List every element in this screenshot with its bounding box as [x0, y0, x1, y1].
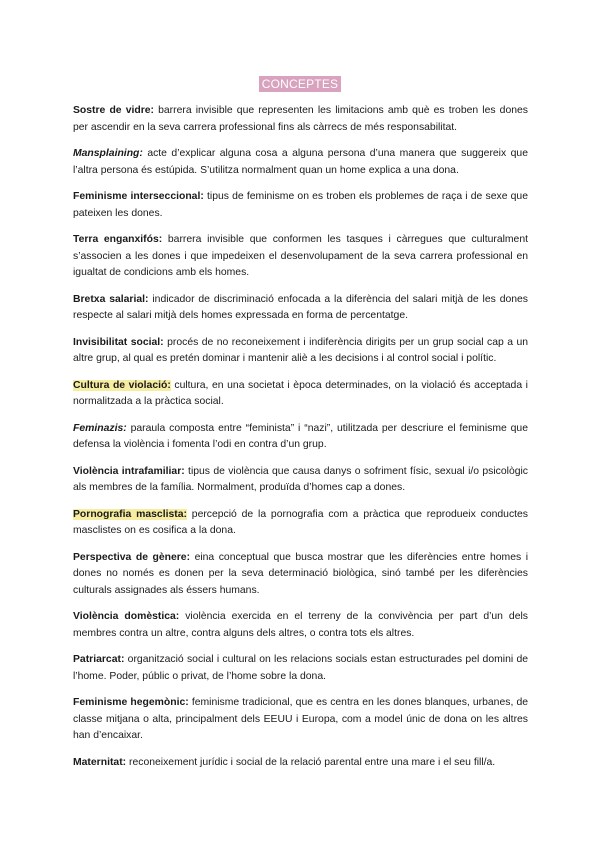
- definition-text: feminisme tradicional, que es centra en les dones blanques, urbanes, de classe mitjana o alta, principalment dels EEUU i Europa, com a model únic de dona on les altres han d’encaixar.: [73, 697, 529, 741]
- definition-text: acte d’explicar alguna cosa a alguna persona d’una manera que suggereix que l’altra persona és estúpida. S’utilitza normalment quan un home explica a una dona.: [73, 148, 528, 176]
- definition-text: indicador de discriminació enfocada a la diferència del salari mitjà de les dones respecte al salari mitjà dels homes expressada en forma de percentatge.: [73, 293, 529, 321]
- definition-term: Invisibilitat social:: [73, 336, 164, 348]
- definition-text: cultura, en una societat i època determinades, on la violació és acceptada i normalitzada a la pràctica social.: [73, 379, 528, 407]
- definition-term: Feminisme interseccional:: [73, 191, 204, 202]
- definition-bretxa-salarial: [73, 292, 528, 325]
- definition-term: Pornografia masclista:: [73, 508, 187, 520]
- definition-cultura-de-violacio: [73, 378, 528, 411]
- definition-text: paraula composta entre “feminista” i “nazi”, utilitzada per descriure el feminisme que defensa la violència i fomenta l’odi en contra d’un grup.: [73, 422, 528, 450]
- definitions-list: [73, 103, 528, 781]
- definition-invisibilitat-social: [73, 335, 528, 368]
- definition-text: tipus de feminisme on es troben els problemes de raça i de sexe que pateixen les dones.: [73, 191, 528, 219]
- definition-term: Feminisme hegemònic:: [73, 697, 189, 708]
- definition-text: procés de no reconeixement i indiferència dirigits per un grup social cap a un altre grup, al qual es pretén dominar i mantenir aliè a les decisions i al control social i polític.: [73, 336, 529, 364]
- title-wrap: [0, 75, 600, 93]
- definition-term: Cultura de violació:: [73, 379, 171, 391]
- definition-text: violència exercida en el terreny de la convivència per part d’un dels membres contra un altre, contra alguns dels altres, o contra tots els altres.: [73, 611, 528, 639]
- definition-text: reconeixement jurídic i social de la relació parental entre una mare i el seu fill/a.: [126, 756, 496, 768]
- definition-text: barrera invisible que representen les limitacions amb què es troben les dones per ascendir en la seva carrera professional fins als càrrecs de més responsabilitat.: [73, 105, 528, 133]
- definition-feminisme-interseccional: [73, 189, 528, 222]
- definition-term: Violència intrafamiliar:: [73, 465, 185, 477]
- definition-terra-enganxifos: [73, 232, 528, 282]
- definition-feminazis: [73, 421, 528, 454]
- definition-term: Bretxa salarial:: [73, 293, 149, 305]
- definition-mansplaining: [73, 146, 528, 179]
- definition-violencia-intrafamiliar: [73, 464, 528, 497]
- definition-text: eina conceptual que busca mostrar que les diferències entre homes i dones no només es donen per la seva determinació biològica, sinó també per les diferències culturals assignades als éssers humans.: [73, 551, 528, 596]
- definition-violencia-domestica: [73, 609, 528, 642]
- definition-term: Maternitat:: [73, 756, 127, 768]
- definition-term: Violència domèstica:: [73, 611, 180, 622]
- definition-text: barrera invisible que conformen les tasques i càrregues que culturalment s’associen a les dones i que impedeixen el desenvolupament de la seva carrera professional en igualtat de condicions amb els homes.: [73, 234, 529, 278]
- definition-maternitat: [73, 755, 528, 772]
- definition-term: Mansplaining:: [73, 148, 143, 159]
- definition-sostre-de-vidre: [73, 103, 528, 136]
- definition-term: Patriarcat:: [73, 654, 125, 665]
- definition-patriarcat: [73, 652, 528, 685]
- definition-term: Feminazis:: [73, 422, 127, 434]
- definition-text: organització social i cultural on les relacions socials estan estructurades pel domini de l’home. Poder, públic o privat, de l’home sobre la dona.: [73, 654, 528, 682]
- definition-term: Terra enganxifós:: [73, 234, 163, 245]
- definition-text: percepció de la pornografia com a pràctica que reprodueix conductes masclistes on es cosifica a la dona.: [73, 508, 528, 536]
- definition-perspectiva-de-genere: [73, 550, 528, 600]
- definition-text: tipus de violència que causa danys o sofriment físic, sexual i/o psicològic als membres de la família. Normalment, produïda d’homes cap a dones.: [73, 465, 529, 493]
- definition-term: Perspectiva de gènere:: [73, 551, 191, 563]
- definition-feminisme-hegemonic: [73, 695, 528, 745]
- definition-term: Sostre de vidre:: [73, 105, 154, 116]
- page-title: CONCEPTES: [259, 76, 341, 92]
- definition-pornografia-masclista: [73, 507, 528, 540]
